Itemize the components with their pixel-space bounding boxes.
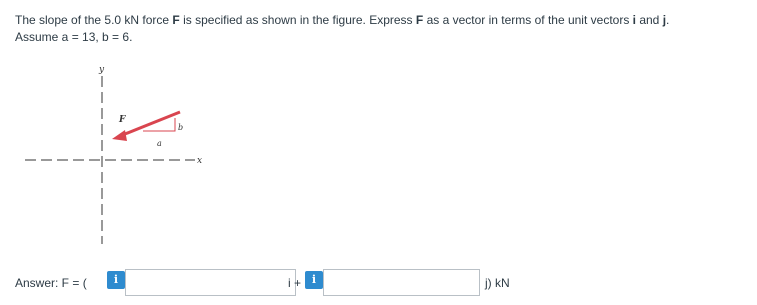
unit-vector-j: j [662,13,667,27]
force-diagram [15,62,275,252]
force-symbol: F [415,13,424,27]
i-component-input[interactable] [125,269,296,296]
problem-text: and [636,13,663,27]
problem-text: . [666,13,670,27]
j-component-input[interactable] [323,269,480,296]
force-diagram-svg [15,62,275,252]
force-symbol: F [172,13,180,27]
info-button-j[interactable]: i [305,271,323,289]
problem-text: The slope of the 5.0 kN force [15,13,173,27]
answer-row [15,269,755,296]
b-label: b [178,123,184,132]
problem-statement [15,12,745,46]
a-label: a [157,139,162,148]
i-unit-label: i + [288,276,302,290]
problem-line-1 [15,12,745,29]
x-axis-label: x [197,156,203,166]
info-button-i[interactable]: i [107,271,125,289]
arrowhead [112,130,127,141]
problem-text: is specified as shown in the figure. Express [179,13,416,27]
force-label: F [119,115,126,125]
answer-label: Answer: F = ( [15,276,87,290]
force-arrow [120,112,180,136]
y-axis-label: y [99,65,105,75]
problem-text: as a vector in terms of the unit vectors [423,13,633,27]
problem-line-2: Assume a = 13, b = 6. [15,30,133,44]
unit-vector-i: i [632,13,636,27]
j-unit-label: j) kN [485,276,510,290]
